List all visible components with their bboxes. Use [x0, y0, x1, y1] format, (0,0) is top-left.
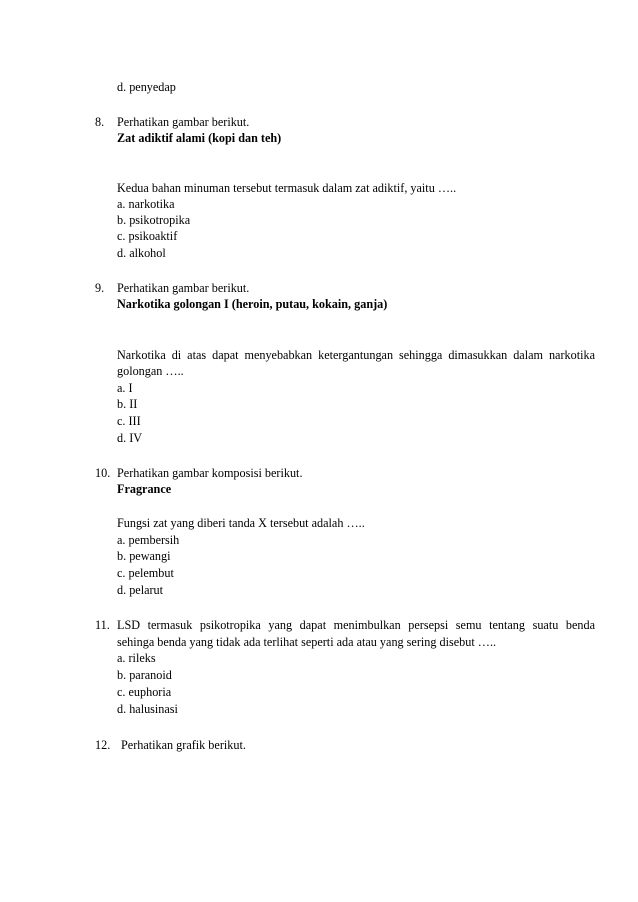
figure-caption: Zat adiktif alami (kopi dan teh) — [117, 131, 282, 145]
figure-caption: Narkotika golongan I (heroin, putau, kokain, ganja) — [117, 297, 388, 311]
option-a: a. pembersih — [117, 533, 180, 547]
question-stem-continued: golongan ….. — [117, 364, 184, 378]
option-b: b. psikotropika — [117, 213, 191, 227]
question-stem: sehinga benda yang tidak ada terlihat seperti ada atau yang sering disebut ….. — [117, 635, 497, 649]
question-number: 10. — [95, 466, 111, 480]
question-stem: Narkotika di atas dapat menyebabkan ketergantungan sehingga dimasukkan dalam narkotika — [117, 348, 595, 362]
option-d: d. IV — [117, 431, 143, 445]
question-number: 9. — [95, 281, 105, 295]
question-number: 11. — [95, 618, 110, 632]
option-b: b. paranoid — [117, 668, 172, 682]
option-a: a. rileks — [117, 651, 156, 665]
option-a: a. narkotika — [117, 197, 175, 211]
figure-caption: Fragrance — [117, 482, 172, 496]
prev-option-d: d. penyedap — [117, 80, 176, 94]
option-d: d. pelarut — [117, 583, 164, 597]
question-stem: Fungsi zat yang diberi tanda X tersebut adalah ….. — [117, 516, 365, 530]
question-prompt: Perhatikan grafik berikut. — [121, 738, 246, 752]
option-c: c. psikoaktif — [117, 229, 178, 243]
option-c: c. euphoria — [117, 685, 172, 699]
question-prompt: Perhatikan gambar berikut. — [117, 115, 250, 129]
option-b: b. II — [117, 397, 138, 411]
question-number: 12. — [95, 738, 111, 752]
option-d: d. alkohol — [117, 246, 166, 260]
question-number: 8. — [95, 115, 105, 129]
option-a: a. I — [117, 381, 133, 395]
question-prompt: Perhatikan gambar berikut. — [117, 281, 250, 295]
question-prompt: LSD termasuk psikotropika yang dapat menimbulkan persepsi semu tentang suatu benda — [117, 618, 595, 632]
option-d: d. halusinasi — [117, 702, 178, 716]
option-b: b. pewangi — [117, 549, 171, 563]
question-prompt: Perhatikan gambar komposisi berikut. — [117, 466, 303, 480]
option-c: c. pelembut — [117, 566, 174, 580]
option-c: c. III — [117, 414, 141, 428]
question-stem: Kedua bahan minuman tersebut termasuk dalam zat adiktif, yaitu ….. — [117, 181, 457, 195]
